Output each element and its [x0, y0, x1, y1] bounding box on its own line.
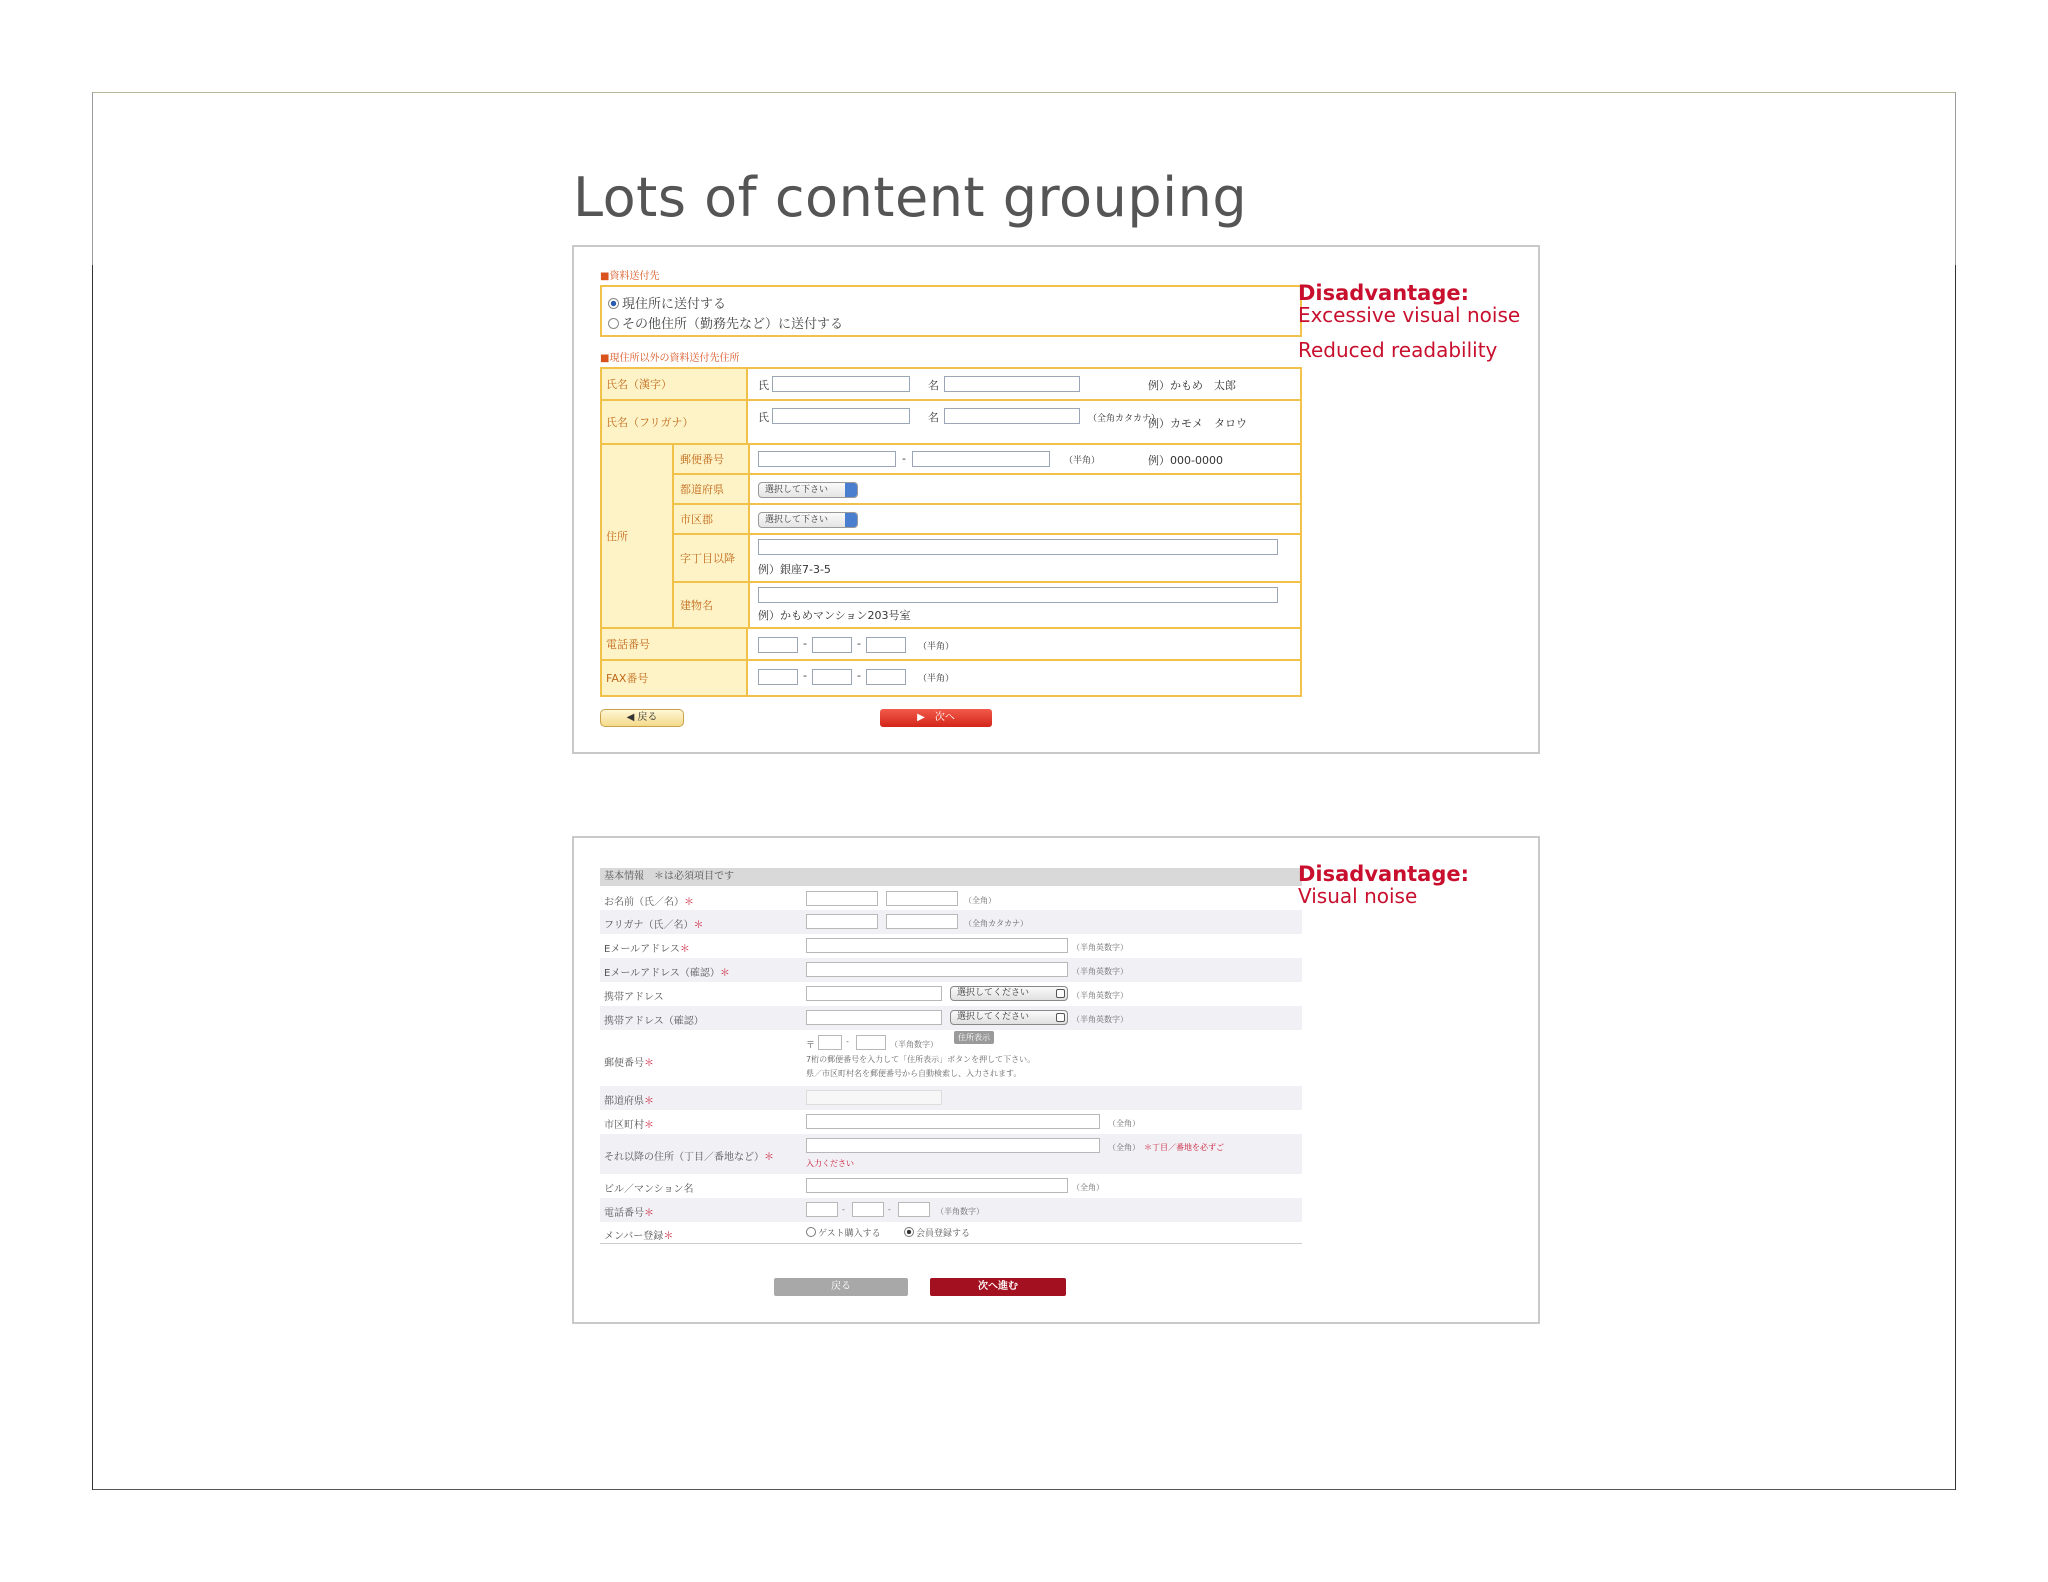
disadvantage-heading: Disadvantage:	[1298, 862, 1470, 886]
label-postal	[604, 1054, 654, 1069]
dash: -	[857, 637, 861, 650]
example-postal: 例）000-0000	[1148, 454, 1223, 467]
example-kana: 例）カモメ タロウ	[1148, 417, 1247, 430]
input-street[interactable]	[758, 539, 1278, 555]
select-city[interactable]	[758, 512, 858, 528]
hint-hankaku-eisu: （半角英数字）	[1072, 991, 1128, 1000]
label-text: 都道府県	[604, 1096, 644, 1107]
input-phone-1[interactable]	[806, 1202, 838, 1217]
label-name	[604, 893, 694, 908]
row-city	[600, 1110, 1302, 1134]
street-warning: ＊丁目／番地を必ずご	[1144, 1143, 1224, 1152]
radio-label: その他住所（勤務先など）に送付する	[622, 317, 844, 332]
required-mark: ＊	[764, 1152, 774, 1163]
hint-zenkaku: （全角）	[964, 896, 996, 905]
label-text: 電話番号	[604, 1208, 644, 1219]
postal-help-1: 7桁の郵便番号を入力して「住所表示」ボタンを押して下さい。	[806, 1055, 1036, 1064]
label-fax: FAX番号	[602, 661, 748, 695]
hint-hankaku: （半角）	[1064, 456, 1101, 466]
label-street: 字丁目以降	[674, 535, 750, 581]
mei-label: 名	[928, 379, 939, 392]
dash: -	[842, 1205, 845, 1214]
required-mark: ＊	[644, 1096, 654, 1107]
mei-label: 名	[928, 411, 939, 424]
hint-hankaku-eisu: （半角英数字）	[1072, 1015, 1128, 1024]
input-postal-1[interactable]	[758, 451, 896, 467]
label-phone	[604, 1204, 654, 1219]
input-building[interactable]	[806, 1178, 1068, 1193]
input-first-name[interactable]	[886, 891, 958, 906]
basic-info-header: 基本情報 ＊は必須項目です	[600, 868, 1302, 886]
example-kanji: 例）かもめ 太郎	[1148, 379, 1236, 392]
disadvantage-line-1: Visual noise	[1298, 884, 1418, 908]
radio-other-address[interactable]	[608, 313, 843, 332]
select-label: 選択してください	[957, 1012, 1030, 1022]
label-prefecture	[604, 1092, 654, 1107]
section-heading-destination: ■資料送付先	[600, 271, 660, 282]
row-street	[600, 1134, 1302, 1174]
next-button[interactable]: ▶ 次へ	[880, 709, 992, 727]
row-mobile	[600, 982, 1302, 1006]
input-street[interactable]	[806, 1138, 1100, 1153]
label-text: お名前（氏／名）	[604, 897, 684, 908]
label-street	[604, 1148, 774, 1163]
row-email-confirm	[600, 958, 1302, 982]
radio-current-address[interactable]	[608, 293, 726, 312]
input-postal-2[interactable]	[912, 451, 1050, 467]
label-postal: 郵便番号	[674, 445, 750, 473]
hint-zenkaku: （全角）	[1072, 1183, 1104, 1192]
input-mobile-confirm[interactable]	[806, 1010, 942, 1025]
hint-hankaku-eisu: （半角英数字）	[1072, 967, 1128, 976]
slide-title: Lots of content grouping	[573, 166, 1248, 229]
radio-selected-icon	[904, 1227, 914, 1237]
disadvantage-heading: Disadvantage:	[1298, 281, 1470, 305]
label-phone: 電話番号	[602, 629, 748, 659]
label-address: 住所	[602, 445, 674, 629]
row-name	[600, 888, 1302, 910]
row-furigana	[600, 910, 1302, 934]
radio-member[interactable]	[904, 1226, 970, 1239]
label-text: フリガナ（氏／名）	[604, 920, 694, 931]
radio-unselected-icon	[608, 318, 619, 329]
input-city[interactable]	[806, 1114, 1100, 1129]
dropdown-arrow-icon	[1056, 989, 1065, 998]
input-email[interactable]	[806, 938, 1068, 953]
input-fax-1[interactable]	[758, 669, 798, 685]
row-phone	[600, 1198, 1302, 1222]
example-screenshot-2	[572, 836, 1540, 1324]
input-fax-3[interactable]	[866, 669, 906, 685]
label-text: メンバー登録	[604, 1231, 664, 1242]
input-mei-kanji[interactable]	[944, 376, 1080, 392]
label-building: 建物名	[674, 583, 750, 627]
address-form-table	[600, 367, 1302, 697]
hint-zenkaku: （全角）	[1108, 1119, 1140, 1128]
label-email	[604, 940, 690, 955]
input-phone-1[interactable]	[758, 637, 798, 653]
input-building[interactable]	[758, 587, 1278, 603]
row-email	[600, 934, 1302, 958]
input-last-name[interactable]	[806, 891, 878, 906]
dropdown-arrow-icon	[845, 483, 857, 497]
radio-selected-icon	[608, 298, 619, 309]
slide-frame-right-edge	[1955, 265, 1956, 1490]
input-last-name-kana[interactable]	[806, 914, 878, 929]
row-postal	[600, 1030, 1302, 1086]
row-street	[674, 535, 1300, 583]
input-postal-1[interactable]	[818, 1035, 842, 1050]
row-member	[600, 1222, 1302, 1244]
input-prefecture[interactable]	[806, 1090, 942, 1105]
required-mark: ＊	[644, 1120, 654, 1131]
example-building: 例）かもめマンション203号室	[758, 609, 911, 622]
hint-zenkaku: （全角）	[1108, 1143, 1140, 1152]
label-text: それ以降の住所（丁目／番地など）	[604, 1152, 764, 1163]
address-lookup-button[interactable]: 住所表示	[954, 1031, 994, 1044]
label-name-kana: 氏名（フリガナ）	[602, 401, 748, 443]
dropdown-arrow-icon	[845, 513, 857, 527]
required-mark: ＊	[719, 968, 730, 979]
back-button[interactable]: ◀ 戻る	[600, 709, 684, 727]
sei-label: 氏	[758, 379, 769, 392]
input-sei-kanji[interactable]	[772, 376, 910, 392]
input-phone-2[interactable]	[812, 637, 852, 653]
label-text: 郵便番号	[604, 1058, 644, 1069]
row-mobile-confirm	[600, 1006, 1302, 1030]
postal-symbol: 〒	[806, 1041, 816, 1051]
radio-guest[interactable]	[806, 1226, 881, 1239]
label-furigana	[604, 916, 704, 931]
input-phone-3[interactable]	[866, 637, 906, 653]
label-prefecture: 都道府県	[674, 475, 750, 503]
destination-radio-group	[600, 285, 1302, 337]
dash: -	[803, 637, 807, 650]
row-name-kanji	[602, 369, 1300, 401]
radio-label: 現住所に送付する	[622, 297, 727, 312]
row-city	[674, 505, 1300, 535]
input-mei-kana[interactable]	[944, 408, 1080, 424]
hint-zenkaku-kana: （全角カタカナ）	[1088, 414, 1161, 424]
input-first-name-kana[interactable]	[886, 914, 958, 929]
hint-hankaku-eisu: （半角英数字）	[1072, 943, 1128, 952]
input-postal-2[interactable]	[856, 1035, 886, 1050]
input-email-confirm[interactable]	[806, 962, 1068, 977]
label-member	[604, 1227, 673, 1242]
label-city: 市区郡	[674, 505, 750, 533]
select-mobile-domain-confirm[interactable]	[950, 1010, 1068, 1025]
select-label: 選択して下さい	[765, 515, 829, 525]
select-mobile-domain[interactable]	[950, 986, 1068, 1001]
row-postal	[674, 445, 1300, 475]
input-phone-2[interactable]	[852, 1202, 884, 1217]
select-label: 選択してください	[957, 988, 1030, 998]
disadvantage-line-2: Reduced readability	[1298, 338, 1498, 362]
disadvantage-line-1: Excessive visual noise	[1298, 303, 1521, 327]
hint-hankaku: （半角）	[918, 674, 955, 684]
required-mark: ＊	[644, 1058, 654, 1069]
required-mark: ＊	[693, 920, 704, 931]
radio-label: 会員登録する	[916, 1229, 971, 1239]
label-email-confirm	[604, 964, 730, 979]
input-phone-3[interactable]	[898, 1202, 930, 1217]
hint-hankaku-num: （半角数字）	[890, 1040, 938, 1049]
dropdown-arrow-icon	[1056, 1013, 1065, 1022]
example-screenshot-1	[572, 245, 1540, 754]
radio-label: ゲスト購入する	[818, 1229, 881, 1239]
slide-frame-left-edge	[92, 265, 93, 1490]
row-building	[600, 1174, 1302, 1198]
radio-unselected-icon	[806, 1227, 816, 1237]
label-text: Eメールアドレス（確認）	[604, 968, 720, 979]
hint-hankaku: （半角）	[918, 642, 955, 652]
row-prefecture	[600, 1086, 1302, 1110]
section-heading-other-address: ■現住所以外の資料送付先住所	[600, 353, 740, 364]
select-prefecture[interactable]	[758, 482, 858, 498]
label-text: 市区町村	[604, 1120, 644, 1131]
dash: -	[803, 669, 807, 682]
input-mobile[interactable]	[806, 986, 942, 1001]
hint-zenkaku-kana: （全角カタカナ）	[964, 919, 1028, 928]
required-mark: ＊	[679, 944, 690, 955]
row-prefecture	[674, 475, 1300, 505]
row-fax	[602, 661, 1300, 695]
required-mark: ＊	[644, 1208, 654, 1219]
required-mark: ＊	[663, 1231, 674, 1242]
dash: -	[846, 1037, 849, 1046]
label-building: ビル／マンション名	[604, 1184, 694, 1195]
label-mobile: 携帯アドレス	[604, 992, 664, 1003]
postal-help-2: 県／市区町村名を郵便番号から自動検索し、入力されます。	[806, 1069, 1022, 1078]
label-mobile-confirm: 携帯アドレス（確認）	[604, 1016, 704, 1027]
input-sei-kana[interactable]	[772, 408, 910, 424]
dash: -	[857, 669, 861, 682]
label-city	[604, 1116, 654, 1131]
dash: -	[888, 1205, 891, 1214]
row-building	[674, 583, 1300, 629]
sei-label: 氏	[758, 411, 769, 424]
row-name-kana	[602, 401, 1300, 445]
hint-hankaku-num: （半角数字）	[936, 1207, 984, 1216]
label-text: Eメールアドレス	[604, 944, 680, 955]
example-street: 例）銀座7-3-5	[758, 563, 831, 576]
row-phone	[602, 629, 1300, 661]
street-warning-2: 入力ください	[806, 1159, 854, 1168]
back-button[interactable]: 戻る	[774, 1278, 908, 1296]
next-button[interactable]: 次へ進む	[930, 1278, 1066, 1296]
label-name-kanji: 氏名（漢字）	[602, 369, 748, 399]
required-mark: ＊	[684, 897, 694, 908]
dash: -	[902, 452, 906, 465]
select-label: 選択して下さい	[765, 485, 829, 495]
input-fax-2[interactable]	[812, 669, 852, 685]
